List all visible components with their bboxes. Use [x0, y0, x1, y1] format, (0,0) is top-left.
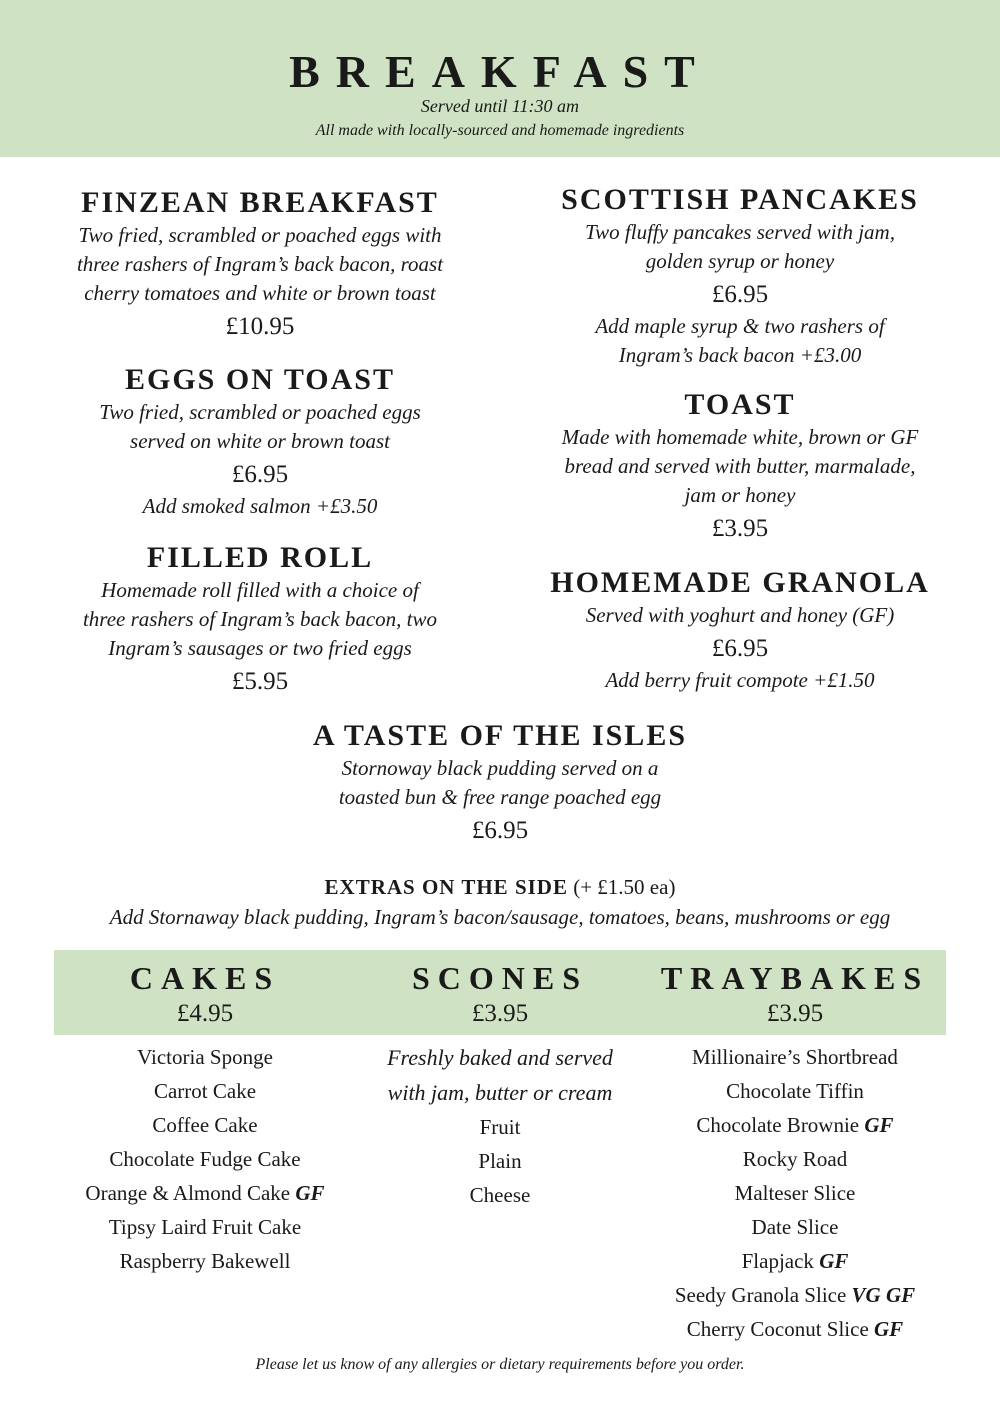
- item-scottish-pancakes: [500, 182, 980, 370]
- menu-title: BREAKFAST: [289, 46, 711, 97]
- dietary-tag: GF: [819, 1249, 849, 1273]
- scones-header: [350, 952, 650, 1030]
- item-name: FINZEAN BREAKFAST: [81, 186, 439, 219]
- cakes-price: £4.95: [176, 1000, 234, 1027]
- item-name: SCOTTISH PANCAKES: [561, 183, 919, 216]
- list-item: Chocolate Brownie GF: [696, 1113, 894, 1137]
- item-desc: served on white or brown toast: [130, 429, 390, 453]
- item-finzean-breakfast: [20, 185, 500, 344]
- scones-list: [350, 1040, 650, 1212]
- item-price: £3.95: [711, 515, 769, 542]
- item-name: HOMEMADE GRANOLA: [550, 566, 930, 599]
- item-addon: Add maple syrup & two rashers of: [595, 314, 885, 338]
- scones-price: £3.95: [471, 1000, 529, 1027]
- item-desc: Two fried, scrambled or poached eggs: [99, 400, 421, 424]
- list-item: Seedy Granola Slice VG GF: [674, 1283, 916, 1307]
- list-item: Victoria Sponge: [137, 1045, 273, 1069]
- item-desc: Ingram’s sausages or two fried eggs: [108, 636, 412, 660]
- item-desc: Two fried, scrambled or poached eggs with: [78, 223, 442, 247]
- item-price: £6.95: [471, 817, 529, 844]
- item-price: £6.95: [231, 461, 289, 488]
- list-item: Coffee Cake: [152, 1113, 258, 1137]
- sourcing-note: All made with locally-sourced and homemade ingredients: [315, 122, 685, 139]
- item-name: EGGS ON TOAST: [125, 363, 395, 396]
- extras-label: EXTRAS ON THE SIDE: [324, 875, 568, 899]
- item-desc: Homemade roll filled with a choice of: [101, 578, 419, 602]
- list-item: Carrot Cake: [153, 1079, 257, 1103]
- item-desc: Stornoway black pudding served on a: [341, 756, 659, 780]
- dietary-tag: GF: [295, 1181, 325, 1205]
- list-item: Millionaire’s Shortbread: [692, 1045, 898, 1069]
- list-item: Tipsy Laird Fruit Cake: [108, 1215, 302, 1239]
- item-addon: Add smoked salmon +£3.50: [142, 494, 378, 518]
- scones-heading: SCONES: [411, 960, 589, 996]
- item-name: TOAST: [684, 388, 796, 421]
- item-price: £6.95: [711, 281, 769, 308]
- list-item: Malteser Slice: [734, 1181, 856, 1205]
- scones-desc: with jam, butter or cream: [387, 1080, 613, 1105]
- item-desc: Two fluffy pancakes served with jam,: [585, 220, 895, 244]
- item-name: FILLED ROLL: [146, 541, 374, 574]
- list-item: Orange & Almond Cake GF: [85, 1181, 325, 1205]
- dietary-tag: VG GF: [851, 1283, 916, 1307]
- item-price: £10.95: [225, 313, 295, 340]
- cakes-heading: CAKES: [129, 960, 281, 996]
- traybakes-heading: TRAYBAKES: [660, 960, 930, 996]
- extras-price: (+ £1.50 ea): [567, 875, 676, 899]
- item-desc: golden syrup or honey: [645, 249, 835, 273]
- extras-desc: Add Stornaway black pudding, Ingram’s bacon/sausage, tomatoes, beans, mushrooms or egg: [109, 905, 891, 929]
- item-addon: Ingram’s back bacon +£3.00: [618, 343, 862, 367]
- list-item: Raspberry Bakewell: [119, 1249, 291, 1273]
- item-desc: three rashers of Ingram’s back bacon, roast: [76, 252, 444, 276]
- item-desc: Served with yoghurt and honey (GF): [585, 603, 895, 627]
- cakes-header: [55, 952, 355, 1030]
- list-item: Chocolate Fudge Cake: [109, 1147, 301, 1171]
- list-item: Flapjack GF: [741, 1249, 849, 1273]
- item-toast: [500, 387, 980, 546]
- item-homemade-granola: [500, 565, 980, 695]
- item-taste-of-the-isles: [200, 718, 800, 848]
- scones-desc: Freshly baked and served: [387, 1045, 613, 1070]
- list-item: Cheese: [469, 1183, 531, 1207]
- list-item: Fruit: [479, 1115, 521, 1139]
- served-until: Served until 11:30 am: [420, 96, 580, 116]
- item-eggs-on-toast: [20, 362, 500, 521]
- list-item: Cherry Coconut Slice GF: [686, 1317, 904, 1341]
- item-desc: three rashers of Ingram’s back bacon, two: [82, 607, 438, 631]
- item-name: A TASTE OF THE ISLES: [312, 719, 688, 752]
- item-desc: cherry tomatoes and white or brown toast: [84, 281, 436, 305]
- list-item: Plain: [478, 1149, 522, 1173]
- extras-heading: [0, 872, 1000, 902]
- dietary-tag: GF: [864, 1113, 894, 1137]
- item-desc: bread and served with butter, marmalade,: [564, 454, 916, 478]
- item-desc: Made with homemade white, brown or GF: [561, 425, 919, 449]
- extras-section: [0, 872, 1000, 932]
- item-filled-roll: [20, 540, 500, 699]
- list-item: Date Slice: [751, 1215, 839, 1239]
- traybakes-list: [645, 1040, 945, 1346]
- item-price: £5.95: [231, 668, 289, 695]
- item-addon: Add berry fruit compote +£1.50: [605, 668, 875, 692]
- traybakes-price: £3.95: [766, 1000, 824, 1027]
- list-item: Rocky Road: [742, 1147, 848, 1171]
- item-desc: toasted bun & free range poached egg: [338, 785, 662, 809]
- cakes-list: [55, 1040, 355, 1278]
- allergy-note: Please let us know of any allergies or dietary requirements before you order.: [255, 1356, 745, 1373]
- dietary-tag: GF: [874, 1317, 904, 1341]
- item-price: £6.95: [711, 635, 769, 662]
- item-desc: jam or honey: [684, 483, 796, 507]
- traybakes-header: [645, 952, 945, 1030]
- list-item: Chocolate Tiffin: [726, 1079, 864, 1103]
